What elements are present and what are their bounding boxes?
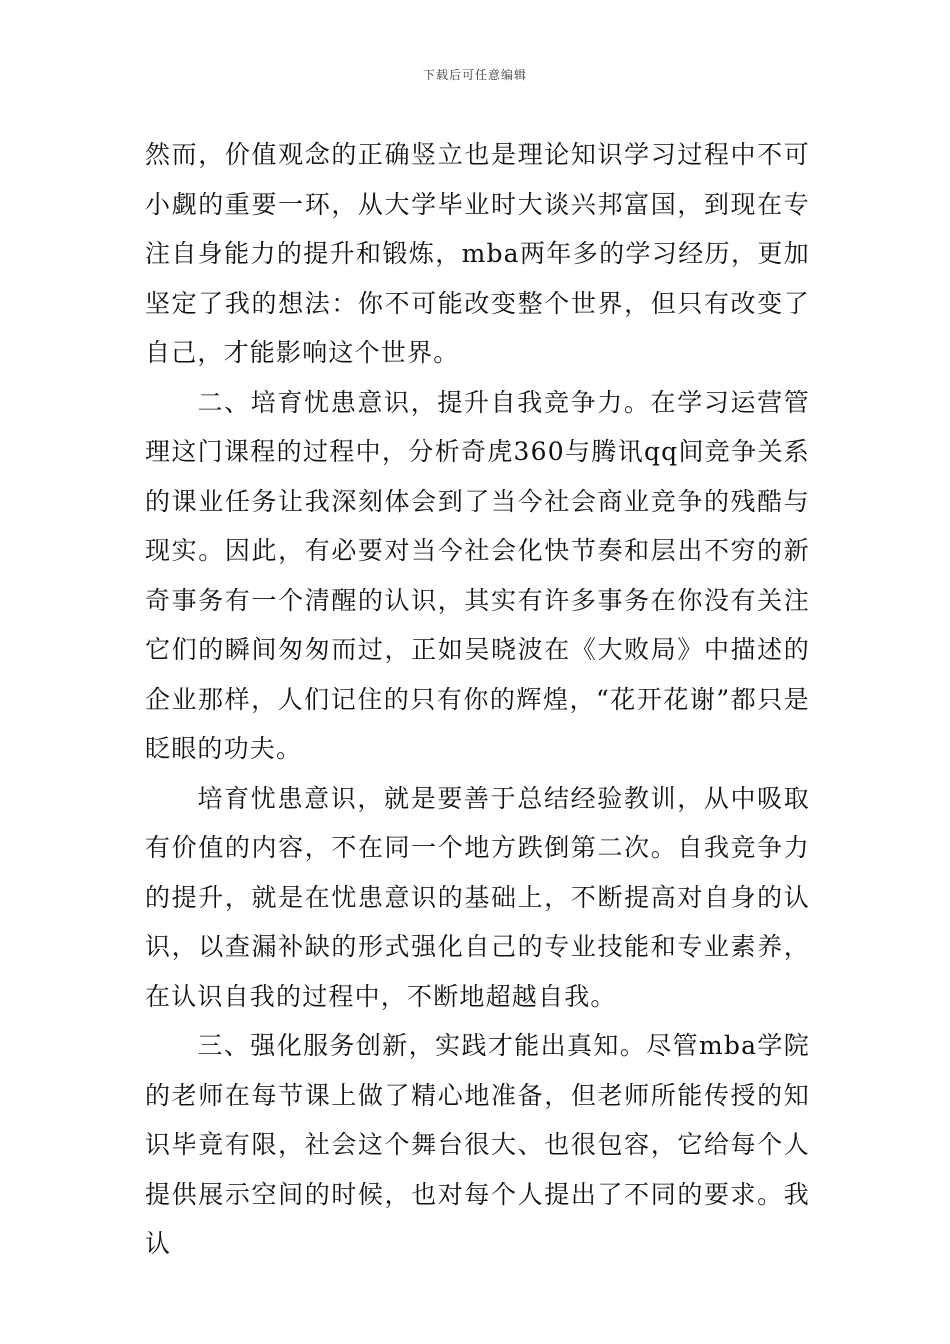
paragraph-1: 然而，价值观念的正确竖立也是理论知识学习过程中不可小觑的重要一环，从大学毕业时大谈兴邦富国，到现在专注自身能力的提升和锻炼，mba两年多的学习经历，更加坚定了我的想法：你不可能改变整个世界，但只有改变了自己，才能影响这个世界。 (145, 140, 810, 367)
paragraph-4: 三、强化服务创新，实践才能出真知。尽管mba学院的老师在每节课上做了精心地准备，但老师所能传授的知识毕竟有限，社会这个舞台很大、也很包容，它给每个人提供展示空间的时候，也对每个人提出了不同的要求。我认 (145, 1031, 810, 1258)
paragraph-3: 培育忧患意识，就是要善于总结经验教训，从中吸取有价值的内容，不在同一个地方跌倒第二次。自我竞争力的提升，就是在忧患意识的基础上，不断提高对自身的认识，以查漏补缺的形式强化自己的专业技能和专业素养，在认识自我的过程中，不断地超越自我。 (145, 783, 810, 1011)
page-header: 下载后可任意编辑 (422, 68, 527, 82)
document-body (145, 130, 810, 1269)
paragraph-2: 二、培育忧患意识，提升自我竞争力。在学习运营管理这门课程的过程中，分析奇虎360与腾讯qq间竞争关系的课业任务让我深刻体会到了当今社会商业竞争的残酷与现实。因此，有必要对当今社会化快节奏和层出不穷的新奇事务有一个清醒的认识，其实有许多事务在你没有关注它们的瞬间匆匆而过，正如吴晓波在《大败局》中描述的企业那样，人们记住的只有你的辉煌，“花开花谢”都只是眨眼的功夫。 (145, 387, 810, 763)
